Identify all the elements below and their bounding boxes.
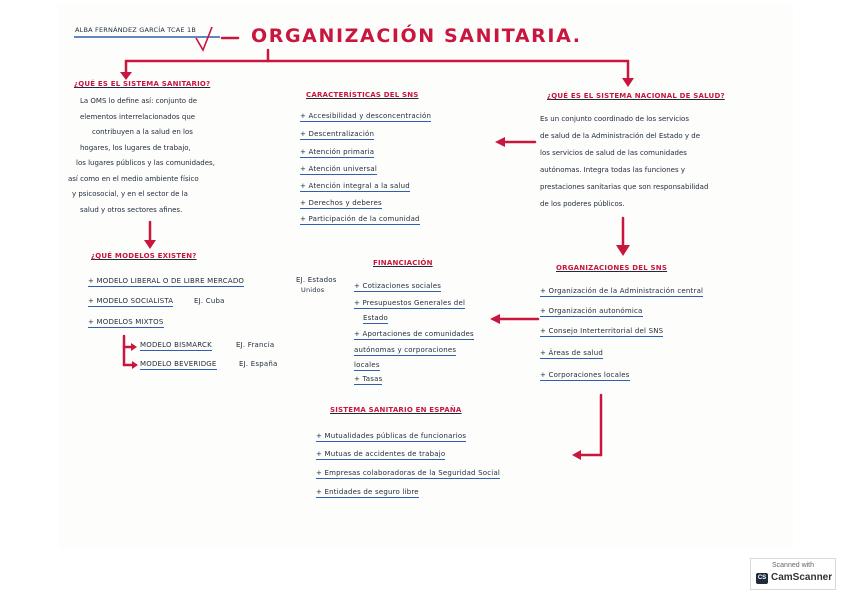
author-name: ALBA FERNÁNDEZ GARCÍA TCAE 1B — [75, 26, 196, 34]
que-es-line: hogares, los lugares de trabajo, — [80, 143, 191, 152]
espana-item: + Entidades de seguro libre — [316, 488, 419, 496]
financiacion-line: Estado — [363, 314, 389, 322]
que-es-line: elementos interrelacionados que — [80, 112, 196, 121]
espana-item: + Empresas colaboradoras de la Seguridad Social — [316, 469, 501, 477]
que-es-line: y psicosocial, y en el sector de la — [72, 190, 188, 198]
caracteristica-item: + Atención integral a la salud — [300, 182, 410, 190]
caracteristica-item: + Derechos y deberes — [300, 199, 382, 207]
organizacion-item: + Organización de la Administración central — [540, 287, 704, 295]
scanned-with-label: Scanned with — [771, 562, 815, 569]
modelo-beveridge: MODELO BEVERIDGE — [140, 360, 217, 368]
que-es-line: contribuyen a la salud en los — [92, 128, 193, 136]
sns-paragraph — [540, 111, 708, 213]
financiacion-line: + Tasas — [354, 375, 383, 383]
modelo-liberal-example: EJ. Estados — [296, 276, 337, 284]
espana-item: + Mutuas de accidentes de trabajo — [316, 450, 446, 458]
sns-line: de los poderes públicos. — [540, 200, 625, 208]
caracteristica-item: + Participación de la comunidad — [300, 215, 420, 223]
modelo-liberal-example-2: Unidos — [301, 286, 325, 294]
caracteristica-item: + Descentralización — [300, 130, 375, 138]
modelo-socialista: + MODELO SOCIALISTA — [88, 297, 174, 305]
sns-line: de salud de la Administración del Estado y de — [540, 132, 701, 140]
modelos-heading: ¿QUÉ MODELOS EXISTEN? — [91, 252, 197, 260]
que-es-line: los lugares públicos y las comunidades, — [76, 159, 215, 167]
que-es-line: salud y otros sectores afines. — [80, 205, 183, 214]
camscanner-badge — [750, 558, 836, 590]
organizacion-item: + Áreas de salud — [540, 349, 604, 357]
caracteristica-item: + Atención universal — [300, 165, 378, 173]
sns-line: autónomas. Integra todas las funciones y — [540, 166, 685, 174]
caracteristicas-heading: CARACTERÍSTICAS DEL SNS — [306, 91, 419, 99]
modelo-liberal: + MODELO LIBERAL O DE LIBRE MERCADO — [88, 277, 245, 285]
modelo-socialista-example: EJ. Cuba — [194, 297, 225, 305]
sns-line: prestaciones sanitarias que son responsabilidad — [540, 183, 709, 191]
organizacion-item: + Corporaciones locales — [540, 371, 630, 379]
modelo-bismarck: MODELO BISMARCK — [140, 341, 212, 349]
financiacion-line: autónomas y corporaciones — [354, 346, 457, 354]
que-es-paragraph — [68, 94, 215, 218]
organizaciones-heading: ORGANIZACIONES DEL SNS — [556, 264, 668, 272]
camscanner-logo-icon: CS — [756, 573, 768, 584]
check-mark — [196, 27, 212, 50]
que-es-line: así como en el medio ambiente físico — [68, 174, 199, 183]
financiacion-heading: FINANCIACIÓN — [373, 259, 433, 267]
que-es-heading: ¿QUÉ ES EL SISTEMA SANITARIO? — [74, 80, 211, 88]
modelo-beveridge-example: EJ. España — [239, 360, 278, 368]
sns-heading: ¿QUÉ ES EL SISTEMA NACIONAL DE SALUD? — [547, 92, 725, 100]
espana-heading: SISTEMA SANITARIO EN ESPAÑA — [330, 406, 462, 414]
caracteristica-item: + Accesibilidad y desconcentración — [300, 112, 432, 120]
page-title: ORGANIZACIÓN SANITARIA. — [251, 25, 582, 47]
camscanner-brand: CamScanner — [771, 572, 833, 583]
que-es-line: La OMS lo define así: conjunto de — [80, 97, 198, 105]
organizacion-item: + Organización autonómica — [540, 307, 643, 315]
financiacion-line: + Cotizaciones sociales — [354, 282, 442, 290]
espana-item: + Mutualidades públicas de funcionarios — [316, 432, 467, 440]
organizacion-item: + Consejo Interterritorial del SNS — [540, 327, 664, 335]
financiacion-line: + Aportaciones de comunidades — [354, 330, 474, 338]
modelo-bismarck-example: EJ. Francia — [236, 341, 275, 349]
financiacion-line: locales — [354, 361, 380, 369]
modelos-mixtos: + MODELOS MIXTOS — [88, 318, 164, 326]
sns-line: Es un conjunto coordinado de los servicios — [540, 115, 689, 123]
financiacion-line: + Presupuestos Generales del — [354, 299, 466, 307]
sns-line: los servicios de salud de las comunidades — [540, 149, 687, 157]
caracteristica-item: + Atención primaria — [300, 148, 375, 156]
